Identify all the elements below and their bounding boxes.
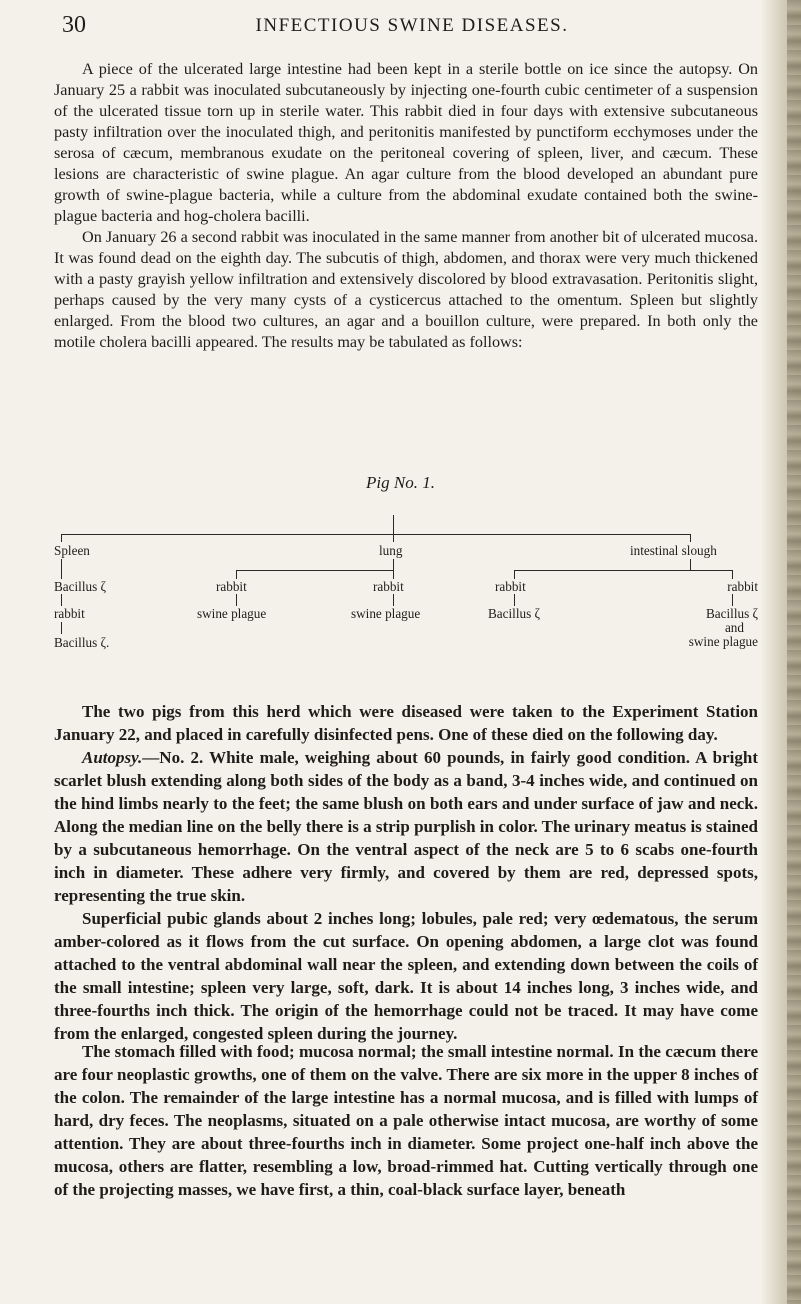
tree-line — [732, 594, 733, 606]
tree-label-int-rabbit-1: rabbit — [495, 579, 526, 594]
autopsy-lead: Autopsy. — [82, 748, 143, 767]
page-header — [62, 12, 762, 52]
tree-line — [61, 534, 62, 542]
tree-label-lung-rabbit-1: rabbit — [216, 579, 247, 594]
tree-line — [61, 534, 690, 535]
tree-label-lung-rabbit-2-result: swine plague — [351, 606, 421, 621]
text-block-bottom — [54, 1040, 758, 1201]
tree-line — [393, 515, 394, 534]
tree-label-spleen-bacillus: Bacillus ζ — [54, 579, 106, 594]
tree-line — [514, 594, 515, 606]
tree-label-int-rabbit-2-result-3: swine plague — [688, 634, 758, 649]
scan-edge-binding — [787, 0, 801, 1304]
tree-line — [393, 559, 394, 570]
tree-label-lung-rabbit-1-result: swine plague — [197, 606, 267, 621]
tree-line — [514, 570, 515, 579]
page-number: 30 — [62, 12, 86, 38]
tree-line — [690, 559, 691, 570]
tree-label-spleen-rabbit: rabbit — [54, 606, 85, 621]
tree-label-lung-rabbit-2: rabbit — [373, 579, 404, 594]
tree-label-int-rabbit-2-result-2: and — [724, 620, 744, 635]
tree-line — [236, 594, 237, 606]
running-title: INFECTIOUS SWINE DISEASES. — [255, 15, 569, 36]
tree-line — [393, 570, 394, 579]
tree-line — [514, 570, 732, 571]
tree-label-intestinal-slough: intestinal slough — [630, 543, 717, 558]
text-block-middle — [54, 700, 758, 1045]
paragraph-autopsy — [54, 746, 758, 907]
tree-label-lung: lung — [379, 543, 403, 558]
tree-label-spleen: Spleen — [54, 543, 90, 558]
paragraph-glands: Superficial pubic glands about 2 inches long; lobules, pale red; very œdematous, the serum amber-colored as it flows from the cut surface. On opening abdomen, a large clot was found attached to the ventral abdominal wall near the spleen, and extending down between the coils of the small intestine; spleen very large, soft, dark. It is about 14 inches long, 3 inches wide, and three-fourths inch thick. The origin of the hemorrhage could not be traced. It may have come from the enlarged, congested spleen during the journey. — [54, 909, 758, 1043]
tree-line — [393, 594, 394, 606]
tree-line — [236, 570, 237, 579]
paragraph-rabbit-1: A piece of the ulcerated large intestine had been kept in a sterile bottle on ice since the autopsy. On January 25 a rabbit was inoculated subcutaneously by injecting one-fourth cubic centimeter of a suspension of the ulcerated tissue torn up in sterile water. This rabbit died in four days with extensive subcutaneous pasty infiltration over the inoculated thigh, and peritonitis manifested by punctiform ecchymoses under the serosa of cæcum, membranous exudate on the peritoneal covering of spleen, liver, and cæcum. These lesions are characteristic of swine plague. An agar culture from the blood developed an abundant pure growth of swine-plague bacteria, while a culture from the abdominal exudate contained both the swine-plague bacteria and hog-cholera bacilli. — [54, 60, 758, 225]
tree-label-int-rabbit-1-result: Bacillus ζ — [488, 606, 540, 621]
tree-line — [732, 570, 733, 579]
autopsy-text: —No. 2. White male, weighing about 60 pounds, in fairly good condition. A bright scarlet blush extending along both sides of the body as a band, 3-4 inches wide, and continued on the hind limbs nearly to the feet; the same blush on both ears and under surface of jaw and neck. Along the median line on the belly there is a strip purplish in color. The urinary meatus is stained by a subcutaneous hemorrhage. On the ventral aspect of the neck are 5 to 6 scabs one-fourth inch in diameter. These adhere very firmly, and covered by them are red, depressed spots, representing the true skin. — [54, 748, 758, 905]
tree-line — [690, 534, 691, 542]
culture-tree-diagram — [54, 505, 764, 685]
tree-label-int-rabbit-2: rabbit — [727, 579, 758, 594]
tree-line — [61, 559, 62, 579]
tree-line — [61, 594, 62, 606]
tree-line — [61, 622, 62, 634]
tree-line — [393, 534, 394, 542]
figure-title: Pig No. 1. — [366, 473, 435, 492]
paragraph-rabbit-2: On January 26 a second rabbit was inoculated in the same manner from another bit of ulcerated mucosa. It was found dead on the eighth day. The subcutis of thigh, abdomen, and thorax were very much thickened with a pasty grayish yellow infiltration and extensively discolored by blood extravasation. Peritonitis slight, perhaps caused by the very many cysts of a cysticercus attached to the omentum. Spleen but slightly enlarged. From the blood two cultures, an agar and a bouillon culture, were prepared. In both only the motile cholera bacilli appeared. The results may be tabulated as follows: — [54, 228, 758, 351]
text-block-top — [54, 59, 758, 353]
tree-label-int-rabbit-2-result-1: Bacillus ζ — [706, 606, 758, 621]
paragraph-stomach: The stomach filled with food; mucosa normal; the small intestine normal. In the cæcum there are four neoplastic growths, one of them on the valve. There are six more in the upper 8 inches of the colon. The remainder of the large intestine has a normal mucosa, and is filled with lumps of hard, dry feces. The neoplasms, situated on a pale otherwise intact mucosa, are worthy of some attention. They are about three-fourths inch in diameter. Some project one-half inch above the mucosa, others are flatter, resembling a low, broad-rimmed hat. Cutting vertically through one of the projecting masses, we have first, a thin, coal-black surface layer, beneath — [54, 1042, 758, 1199]
tree-label-spleen-rabbit-result: Bacillus ζ. — [54, 635, 110, 650]
paragraph-pigs: The two pigs from this herd which were diseased were taken to the Experiment Station January 22, and placed in carefully disinfected pens. One of these died on the following day. — [54, 702, 758, 744]
tree-line — [236, 570, 393, 571]
